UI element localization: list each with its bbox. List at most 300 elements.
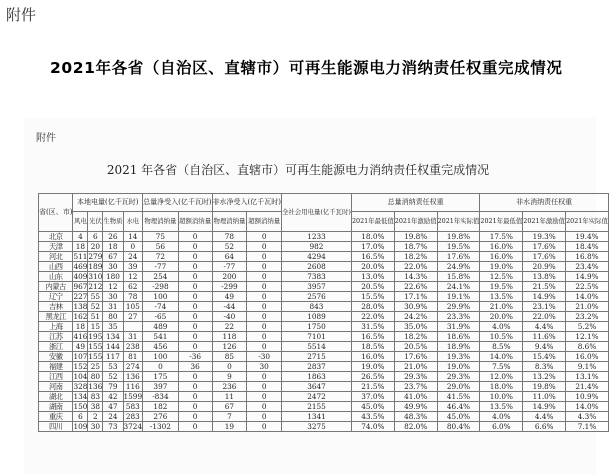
value-cell: 0 [247, 392, 282, 402]
value-cell: 276 [143, 412, 179, 422]
value-cell: 35 [103, 322, 123, 332]
value-cell: 28.0% [351, 302, 394, 312]
province-cell: 河北 [39, 252, 73, 262]
province-cell: 江西 [39, 372, 73, 382]
value-cell: -40 [212, 312, 247, 322]
table-row [39, 422, 609, 432]
value-cell: 16.0% [480, 242, 523, 252]
value-cell: 14.3% [394, 272, 437, 282]
value-cell: 43.5% [351, 412, 394, 422]
value-cell: 13.5% [480, 402, 523, 412]
value-cell: 73 [103, 422, 123, 432]
value-cell: 20.9% [523, 262, 566, 272]
value-cell: -1302 [143, 422, 179, 432]
province-cell: 天津 [39, 242, 73, 252]
province-cell: 重庆 [39, 412, 73, 422]
value-cell: 144 [103, 342, 123, 352]
value-cell: 16.5% [351, 252, 394, 262]
value-cell: 4.0% [480, 412, 523, 422]
value-cell: 27 [123, 312, 143, 322]
value-cell: 13.0% [351, 272, 394, 282]
value-cell: 6.0% [480, 422, 523, 432]
value-cell: 200 [212, 272, 247, 282]
value-cell: 0 [247, 272, 282, 282]
value-cell: 8.6% [566, 342, 609, 352]
value-cell: 11.0% [523, 392, 566, 402]
value-cell: 16.8% [566, 252, 609, 262]
value-cell: 19 [212, 422, 247, 432]
value-cell: 20.5% [351, 282, 394, 292]
value-cell: 81 [123, 352, 143, 362]
value-cell: 0 [247, 422, 282, 432]
value-cell: 489 [143, 322, 179, 332]
value-cell: 511 [73, 252, 88, 261]
value-cell: 175 [143, 372, 179, 382]
value-cell: 31 [123, 332, 143, 342]
value-cell: 20.5% [394, 342, 437, 352]
value-cell: 31.5% [351, 322, 394, 332]
value-cell: 107 [73, 352, 88, 361]
value-cell: 0 [247, 242, 282, 252]
value-cell: 26 [103, 232, 123, 242]
value-cell: 212 [88, 282, 103, 291]
value-cell: 49.9% [394, 402, 437, 412]
value-cell: 18.9% [437, 342, 480, 352]
table-row [39, 252, 609, 262]
value-cell: 134 [103, 332, 123, 342]
value-cell: 23.4% [566, 262, 609, 272]
value-cell: 409 [73, 272, 88, 281]
value-cell: 195 [88, 332, 103, 341]
value-cell: 52 [88, 302, 103, 312]
value-cell: 416 [73, 332, 88, 341]
value-cell: 41.5% [437, 392, 480, 402]
value-cell: 23.1% [523, 302, 566, 312]
value-cell: 80 [88, 372, 103, 382]
value-cell: 0 [178, 272, 212, 282]
value-cell: 18.2% [394, 252, 437, 262]
value-cell: 150 [73, 402, 88, 411]
value-cell: 0 [247, 252, 282, 262]
value-cell: 36 [178, 362, 212, 372]
value-cell: 3957 [282, 282, 352, 292]
value-cell: 0 [247, 332, 282, 342]
value-cell: 0 [247, 382, 282, 392]
value-cell: 15.5% [351, 292, 394, 302]
table-row [39, 402, 609, 412]
value-cell: 136 [88, 382, 103, 391]
value-cell: 39 [123, 262, 143, 272]
value-cell: 49 [73, 342, 88, 352]
value-cell: 162 [73, 312, 88, 321]
value-cell: 80.4% [437, 422, 480, 432]
value-cell: 18 [73, 242, 88, 252]
value-cell: 23.2% [566, 312, 609, 322]
value-cell: 15 [88, 322, 103, 332]
province-cell: 吉林 [39, 302, 73, 312]
value-cell: 30 [88, 422, 103, 432]
value-cell: 1863 [282, 372, 352, 382]
value-cell: 6 [88, 232, 103, 242]
value-cell: 0 [247, 342, 282, 352]
value-cell: 21.5% [351, 382, 394, 392]
value-cell: 0 [247, 372, 282, 382]
province-cell: 湖南 [39, 402, 73, 412]
value-cell: 0 [178, 302, 212, 312]
table-row [39, 242, 609, 252]
header-total-net-import: 总量净受入(亿千瓦时) [143, 194, 212, 212]
value-cell: 20.0% [351, 262, 394, 272]
table-row [39, 352, 609, 362]
value-cell: 2608 [282, 262, 352, 272]
value-cell: 254 [143, 272, 179, 282]
province-cell: 安徽 [39, 352, 73, 362]
value-cell: 2715 [282, 352, 352, 362]
value-cell: 456 [143, 342, 179, 352]
value-cell: 2576 [282, 292, 352, 302]
province-cell: 湖北 [39, 392, 73, 402]
value-cell: 29.3% [437, 372, 480, 382]
value-cell: 0 [247, 402, 282, 412]
table-row [39, 262, 609, 272]
value-cell: 79 [103, 382, 123, 392]
value-cell: 3724 [123, 422, 143, 431]
value-cell: 18 [73, 322, 88, 332]
value-cell: 18.0% [351, 232, 394, 242]
value-cell: 0 [247, 412, 282, 422]
value-cell: 0 [178, 372, 212, 382]
value-cell: 7.1% [566, 422, 609, 432]
value-cell: 0 [212, 362, 247, 372]
value-cell: 100 [143, 352, 179, 362]
value-cell: 10.5% [480, 332, 523, 342]
value-cell: 14.0% [480, 352, 523, 362]
value-cell: 12.1% [566, 332, 609, 342]
value-cell: -299 [212, 282, 247, 292]
value-cell: 982 [282, 242, 352, 252]
subheader-cell: 超额消纳量 [178, 212, 212, 232]
value-cell: 9.4% [523, 342, 566, 352]
value-cell: 138 [73, 302, 88, 311]
value-cell: 10.9% [566, 392, 609, 402]
value-cell: 18.6% [437, 332, 480, 342]
header-nonhydro-weight: 非水消纳责任权重 [480, 194, 608, 212]
value-cell: 0 [178, 322, 212, 332]
value-cell: 72 [143, 252, 179, 262]
province-cell: 内蒙古 [39, 282, 73, 292]
value-cell: 64 [212, 252, 247, 262]
value-cell: 11.6% [523, 332, 566, 342]
subheader-cell: 2021年激励值 [394, 212, 437, 232]
value-cell: 20 [88, 242, 103, 252]
value-cell: 8.5% [480, 342, 523, 352]
value-cell: 2155 [282, 402, 352, 412]
value-cell: 5514 [282, 342, 352, 352]
value-cell: 14.0% [566, 292, 609, 302]
value-cell: 48.3% [394, 412, 437, 422]
value-cell: 0 [178, 402, 212, 412]
value-cell: 9 [212, 372, 247, 382]
subheader-cell: 超额消纳量 [247, 212, 282, 232]
value-cell: 4.3% [566, 412, 609, 422]
subheader-cell: 风电 [73, 212, 88, 232]
value-cell: 24.9% [437, 262, 480, 272]
value-cell: 0 [178, 292, 212, 302]
value-cell: 17.1% [394, 292, 437, 302]
province-cell: 浙江 [39, 342, 73, 352]
value-cell: 82.0% [394, 422, 437, 432]
subheader-cell: 2021年实际值 [437, 212, 480, 232]
value-cell: 1089 [282, 312, 352, 322]
value-cell: 7101 [282, 332, 352, 342]
value-cell: 75 [143, 232, 179, 242]
value-cell: 19.3% [523, 232, 566, 242]
value-cell: 13.1% [566, 372, 609, 382]
value-cell: 17.6% [394, 352, 437, 362]
value-cell: 0 [123, 242, 143, 252]
value-cell: 24.1% [437, 282, 480, 292]
value-cell [123, 322, 143, 332]
value-cell: 16.5% [351, 332, 394, 342]
value-cell: 23.7% [394, 382, 437, 392]
value-cell: 52 [103, 372, 123, 382]
subheader-cell: 光伏 [88, 212, 103, 232]
document-title: 2021 年各省（自治区、直辖市）可再生能源电力消纳责任权重完成情况 [106, 163, 490, 177]
value-cell: 13.2% [523, 372, 566, 382]
value-cell: -77 [143, 262, 179, 272]
value-cell: 22.0% [394, 262, 437, 272]
value-cell: 37.0% [351, 392, 394, 402]
value-cell: 21.4% [566, 382, 609, 392]
table-row [39, 372, 609, 382]
value-cell: 9.1% [566, 362, 609, 372]
table-row [39, 232, 609, 242]
value-cell: -298 [143, 282, 179, 292]
value-cell: 56 [143, 242, 179, 252]
value-cell: 2472 [282, 392, 352, 402]
table-row [39, 332, 609, 342]
value-cell: 16.0% [480, 252, 523, 262]
value-cell: -74 [143, 302, 179, 312]
value-cell: 31 [103, 302, 123, 312]
value-cell: 52 [212, 242, 247, 252]
value-cell: 0 [178, 412, 212, 422]
value-cell: 1341 [282, 412, 352, 422]
value-cell: 14.9% [523, 402, 566, 412]
value-cell: 17.6% [523, 252, 566, 262]
value-cell: 80 [103, 312, 123, 322]
value-cell: 2837 [282, 362, 352, 372]
value-cell: 0 [178, 242, 212, 252]
value-cell: 31.9% [437, 322, 480, 332]
value-cell: -834 [143, 392, 179, 402]
value-cell: 117 [103, 352, 123, 362]
value-cell: 0 [247, 312, 282, 322]
province-cell: 江苏 [39, 332, 73, 342]
value-cell: 12 [123, 272, 143, 282]
value-cell: 19.8% [394, 232, 437, 242]
value-cell: 24.2% [394, 312, 437, 322]
value-cell: 25 [88, 362, 103, 372]
value-cell: 16.0% [351, 352, 394, 362]
value-cell: 17.6% [523, 242, 566, 252]
value-cell: 182 [143, 402, 179, 412]
value-cell: 0 [247, 292, 282, 302]
header-total-weight: 总量消纳责任权重 [351, 194, 479, 212]
province-cell: 黑龙江 [39, 312, 73, 322]
value-cell: 30 [103, 262, 123, 272]
value-cell: 19.0% [351, 362, 394, 372]
value-cell: 541 [143, 332, 179, 342]
province-cell: 河南 [39, 382, 73, 392]
value-cell: 29.0% [437, 382, 480, 392]
value-cell: 19.5% [480, 282, 523, 292]
value-cell: 41.0% [394, 392, 437, 402]
value-cell: 310 [88, 272, 103, 281]
value-cell: -30 [247, 352, 282, 362]
table-row [39, 302, 609, 312]
value-cell: -44 [212, 302, 247, 312]
value-cell: 12.0% [480, 372, 523, 382]
subheader-cell: 2021年实际值 [566, 212, 609, 232]
value-cell: 397 [143, 382, 179, 392]
subheader-cell: 物理消纳量 [212, 212, 247, 232]
value-cell: 49 [212, 292, 247, 302]
value-cell: 30.9% [394, 302, 437, 312]
header-local-power: 本地电量(亿千瓦时) [73, 194, 143, 212]
value-cell: 0 [247, 262, 282, 272]
value-cell: 236 [212, 382, 247, 392]
value-cell: 14.0% [566, 402, 609, 412]
province-cell: 四川 [39, 422, 73, 432]
value-cell: 18.4% [566, 242, 609, 252]
value-cell: 55 [88, 292, 103, 302]
value-cell: 118 [212, 332, 247, 342]
value-cell: 4294 [282, 252, 352, 262]
value-cell: 274 [123, 362, 143, 372]
value-cell: 53 [103, 362, 123, 372]
value-cell: 45.0% [351, 402, 394, 412]
value-cell: 0 [178, 232, 212, 242]
document-image [24, 118, 608, 474]
value-cell: 67 [103, 252, 123, 262]
value-cell: 12.5% [480, 272, 523, 282]
value-cell: 0 [247, 232, 282, 242]
value-cell: 4.4% [523, 322, 566, 332]
subheader-cell: 2021年最低值 [351, 212, 394, 232]
value-cell: 46.4% [437, 402, 480, 412]
value-cell: 47 [103, 402, 123, 412]
province-cell: 辽宁 [39, 292, 73, 302]
value-cell: 21.0% [480, 302, 523, 312]
header-society-consumption: 全社会用电量(亿千瓦时) [282, 194, 352, 232]
value-cell: 0 [178, 282, 212, 292]
value-cell: 109 [73, 422, 88, 431]
value-cell: 21.5% [523, 282, 566, 292]
value-cell: 6 [73, 412, 88, 422]
value-cell: 0 [178, 382, 212, 392]
value-cell: 0 [247, 282, 282, 292]
header-nonhydro-net-import: 非水净受入(亿千瓦时) [212, 194, 281, 212]
value-cell: 7 [212, 412, 247, 422]
value-cell: 1599 [123, 392, 143, 401]
province-cell: 山东 [39, 272, 73, 282]
value-cell: 4.4% [523, 412, 566, 422]
value-cell: 0 [247, 322, 282, 332]
value-cell: 19.8% [437, 232, 480, 242]
value-cell: 469 [73, 262, 88, 271]
value-cell: 19.0% [437, 362, 480, 372]
value-cell: 14.9% [566, 272, 609, 282]
table-row [39, 272, 609, 282]
value-cell: 19.4% [566, 232, 609, 242]
value-cell: 13.5% [480, 292, 523, 302]
value-cell: 16.0% [566, 352, 609, 362]
value-cell: 180 [103, 272, 123, 282]
table-row [39, 292, 609, 302]
value-cell: 1750 [282, 322, 352, 332]
subheader-cell: 2021年最低值 [480, 212, 523, 232]
value-cell: 22.5% [566, 282, 609, 292]
value-cell: 283 [123, 412, 143, 422]
value-cell: 0 [178, 332, 212, 342]
value-cell: 20.0% [480, 312, 523, 322]
table-row [39, 362, 609, 372]
value-cell: 134 [73, 392, 88, 401]
table-row [39, 382, 609, 392]
value-cell: 15.4% [523, 352, 566, 362]
value-cell: 189 [88, 262, 103, 271]
value-cell: 83 [88, 392, 103, 402]
value-cell: 0 [178, 252, 212, 262]
value-cell: 100 [143, 292, 179, 302]
value-cell: 843 [282, 302, 352, 312]
value-cell: 45.0% [437, 412, 480, 422]
value-cell: 13.8% [523, 272, 566, 282]
value-cell: 152 [73, 362, 88, 371]
value-cell: 17.5% [480, 232, 523, 242]
document-attachment-label: 附件 [36, 133, 56, 144]
value-cell: 8.3% [523, 362, 566, 372]
value-cell: 6.6% [523, 422, 566, 432]
value-cell: 279 [88, 252, 103, 261]
value-cell: 78 [123, 292, 143, 302]
value-cell: 38 [88, 402, 103, 412]
value-cell: 155 [88, 342, 103, 351]
value-cell: 22.6% [394, 282, 437, 292]
value-cell: 967 [73, 282, 88, 291]
value-cell: 15.8% [437, 272, 480, 282]
value-cell: 19.3% [437, 352, 480, 362]
value-cell: 0 [178, 262, 212, 272]
value-cell: 7.5% [480, 362, 523, 372]
value-cell: 155 [88, 352, 103, 361]
province-cell: 福建 [39, 362, 73, 372]
value-cell: 85 [212, 352, 247, 362]
value-cell: 19.0% [480, 262, 523, 272]
value-cell: 116 [123, 382, 143, 392]
subheader-cell: 水电 [123, 212, 143, 232]
value-cell: 24 [123, 252, 143, 262]
value-cell: 12 [103, 282, 123, 292]
value-cell: 19.5% [437, 242, 480, 252]
value-cell: 30 [247, 362, 282, 372]
value-cell: 583 [123, 402, 143, 412]
value-cell: 26.5% [351, 372, 394, 382]
value-cell: 74.0% [351, 422, 394, 432]
value-cell: 328 [73, 382, 88, 391]
table-row [39, 322, 609, 332]
